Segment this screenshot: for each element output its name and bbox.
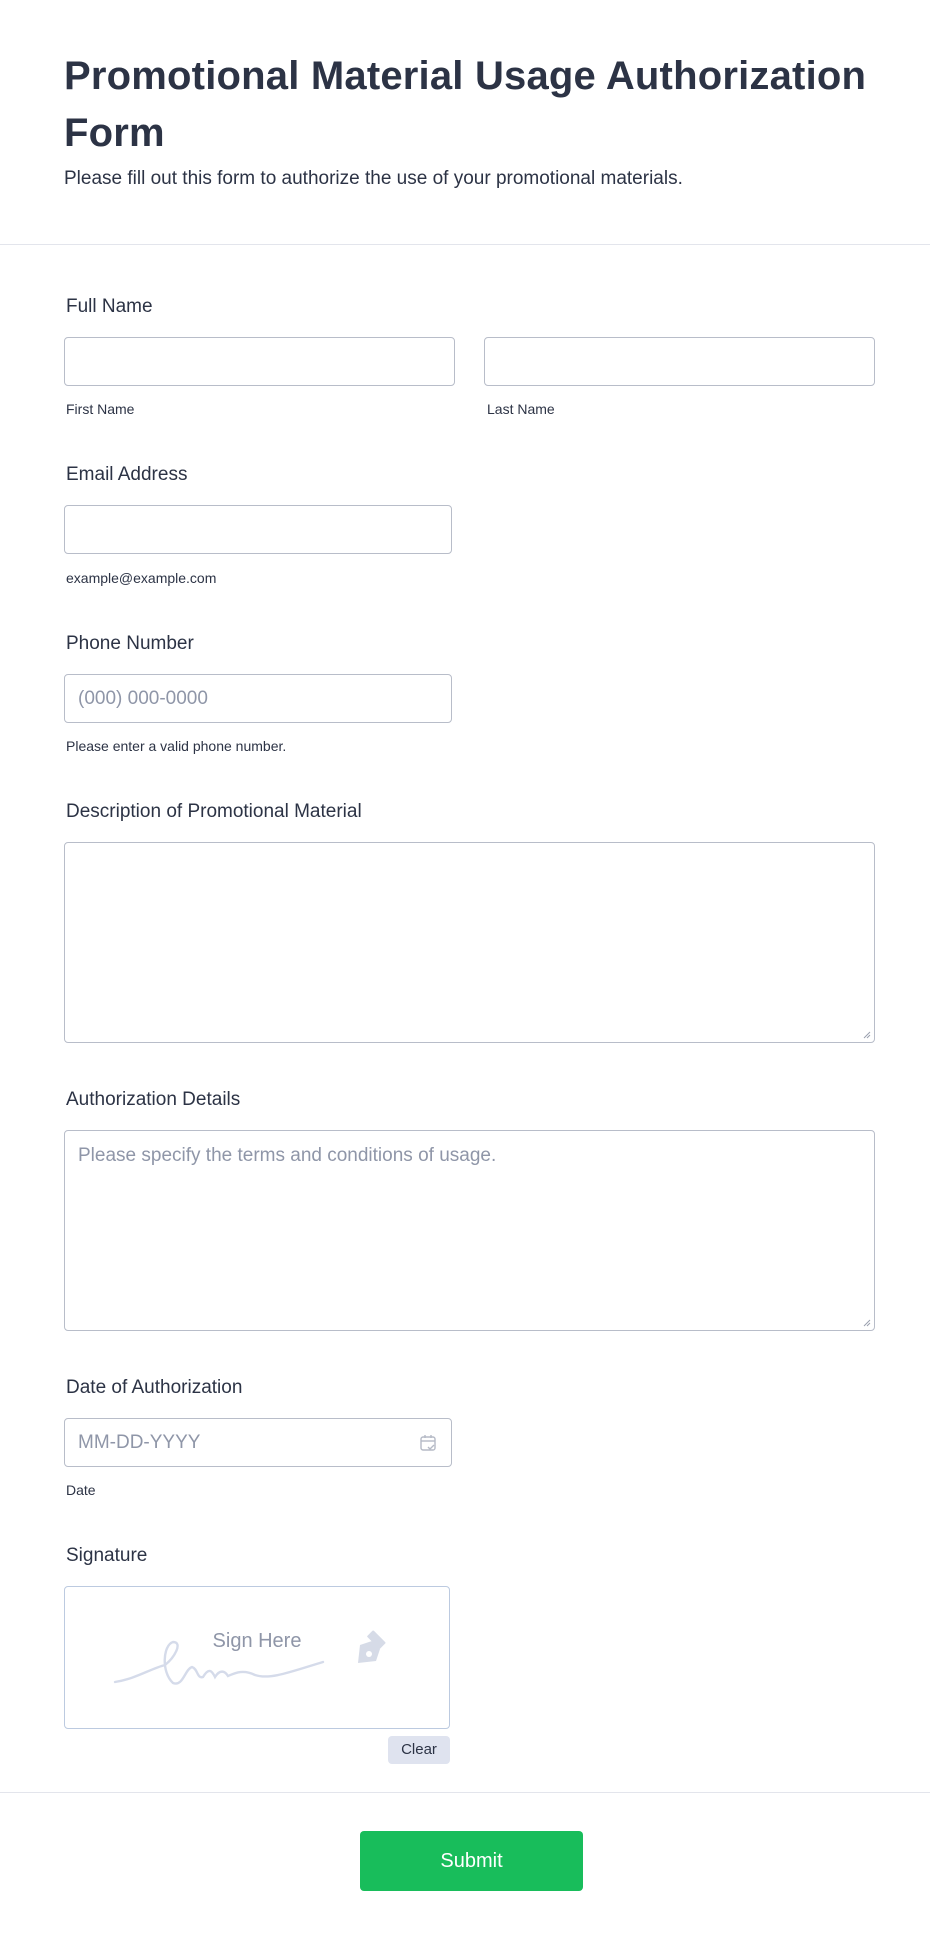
submit-button[interactable]: Submit <box>360 1831 583 1891</box>
date-label: Date of Authorization <box>66 1377 243 1398</box>
date-placeholder: MM-DD-YYYY <box>78 1432 201 1453</box>
date-input[interactable] <box>64 1418 452 1467</box>
last-name-sublabel: Last Name <box>487 401 555 417</box>
first-name-sublabel: First Name <box>66 401 135 417</box>
authorization-details-label: Authorization Details <box>66 1089 241 1110</box>
resize-handle-icon[interactable] <box>862 1318 871 1327</box>
calendar-icon[interactable] <box>418 1433 438 1453</box>
date-sublabel: Date <box>66 1482 96 1498</box>
authorization-details-textarea[interactable] <box>64 1130 875 1331</box>
signature-pad[interactable] <box>64 1586 450 1729</box>
form-title: Promotional Material Usage Authorization Form <box>64 54 867 155</box>
description-textarea[interactable] <box>64 842 875 1043</box>
phone-input[interactable] <box>64 674 452 723</box>
footer-divider <box>0 1792 930 1793</box>
clear-signature-button[interactable]: Clear <box>388 1736 450 1764</box>
signature-scribble-icon <box>65 1587 451 1730</box>
authorization-details-placeholder: Please specify the terms and conditions of usage. <box>78 1145 497 1166</box>
form-header <box>0 0 930 245</box>
full-name-label: Full Name <box>66 296 153 317</box>
phone-label: Phone Number <box>66 633 194 654</box>
phone-placeholder: (000) 000-0000 <box>78 688 208 709</box>
last-name-input[interactable] <box>484 337 875 386</box>
signature-label: Signature <box>66 1545 148 1566</box>
sign-here-text: Sign Here <box>212 1630 302 1652</box>
email-label: Email Address <box>66 464 188 485</box>
email-sublabel: example@example.com <box>66 570 217 586</box>
resize-handle-icon[interactable] <box>862 1030 871 1039</box>
form-subtitle: Please fill out this form to authorize the use of your promotional materials. <box>64 168 683 189</box>
phone-sublabel: Please enter a valid phone number. <box>66 738 287 754</box>
email-input[interactable] <box>64 505 452 554</box>
description-label: Description of Promotional Material <box>66 801 362 822</box>
first-name-input[interactable] <box>64 337 455 386</box>
